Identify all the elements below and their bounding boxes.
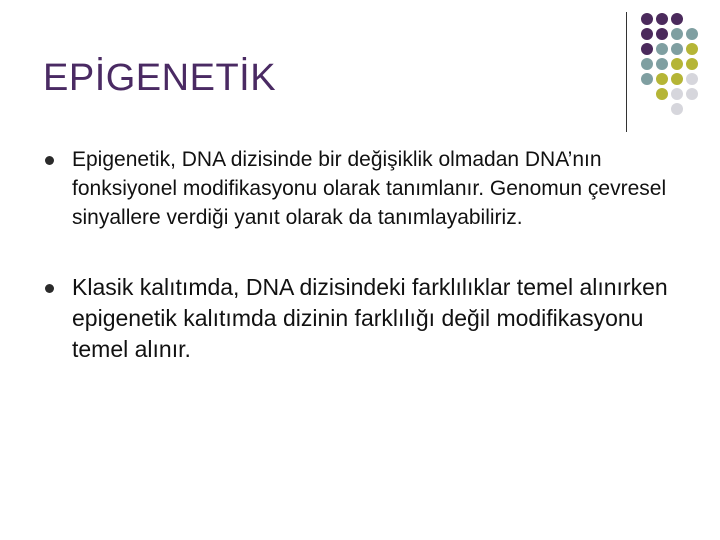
bullet-dot-icon [45, 156, 54, 165]
decorative-dot [686, 58, 698, 70]
decorative-dot [671, 28, 683, 40]
bullet-text-1: Epigenetik, DNA dizisinde bir değişiklik olmadan DNA’nın fonksiyonel modifikasyonu olarak tanımlanır. Genomun çevresel sinyallere verdiği yanıt olarak da tanımlayabiliriz. [72, 148, 667, 229]
bullet-item-2 [45, 272, 685, 365]
decorative-dot [671, 103, 683, 115]
decorative-dot [671, 73, 683, 85]
decorative-dot [686, 88, 698, 100]
bullet-dot-icon [45, 284, 54, 293]
bullet-text-2: Klasik kalıtımda, DNA dizisindeki farklılıklar temel alınırken epigenetik kalıtımda dizinin farklılığı değil modifikasyonu temel alınır. [72, 274, 668, 362]
decorative-dot [656, 43, 668, 55]
bullet-item-1 [45, 145, 685, 232]
decorative-dot [671, 88, 683, 100]
slide-title: EPİGENETİK [43, 57, 277, 99]
decorative-dot [656, 13, 668, 25]
decorative-dot [686, 28, 698, 40]
decorative-dot [671, 13, 683, 25]
decorative-dot [641, 58, 653, 70]
decorative-dot [686, 43, 698, 55]
decorative-dot [641, 28, 653, 40]
decorative-dot [686, 73, 698, 85]
decorative-dot [641, 43, 653, 55]
decorative-dot [656, 28, 668, 40]
decorative-dot [656, 88, 668, 100]
divider-line [626, 12, 627, 132]
decorative-dot [641, 73, 653, 85]
decorative-dot [656, 58, 668, 70]
decorative-dot [671, 58, 683, 70]
bullet-list [45, 145, 685, 365]
decorative-dot [671, 43, 683, 55]
decorative-dot-grid [640, 12, 720, 122]
decorative-dot [656, 73, 668, 85]
decorative-dot [641, 13, 653, 25]
dot-grid-graphic [640, 12, 720, 122]
